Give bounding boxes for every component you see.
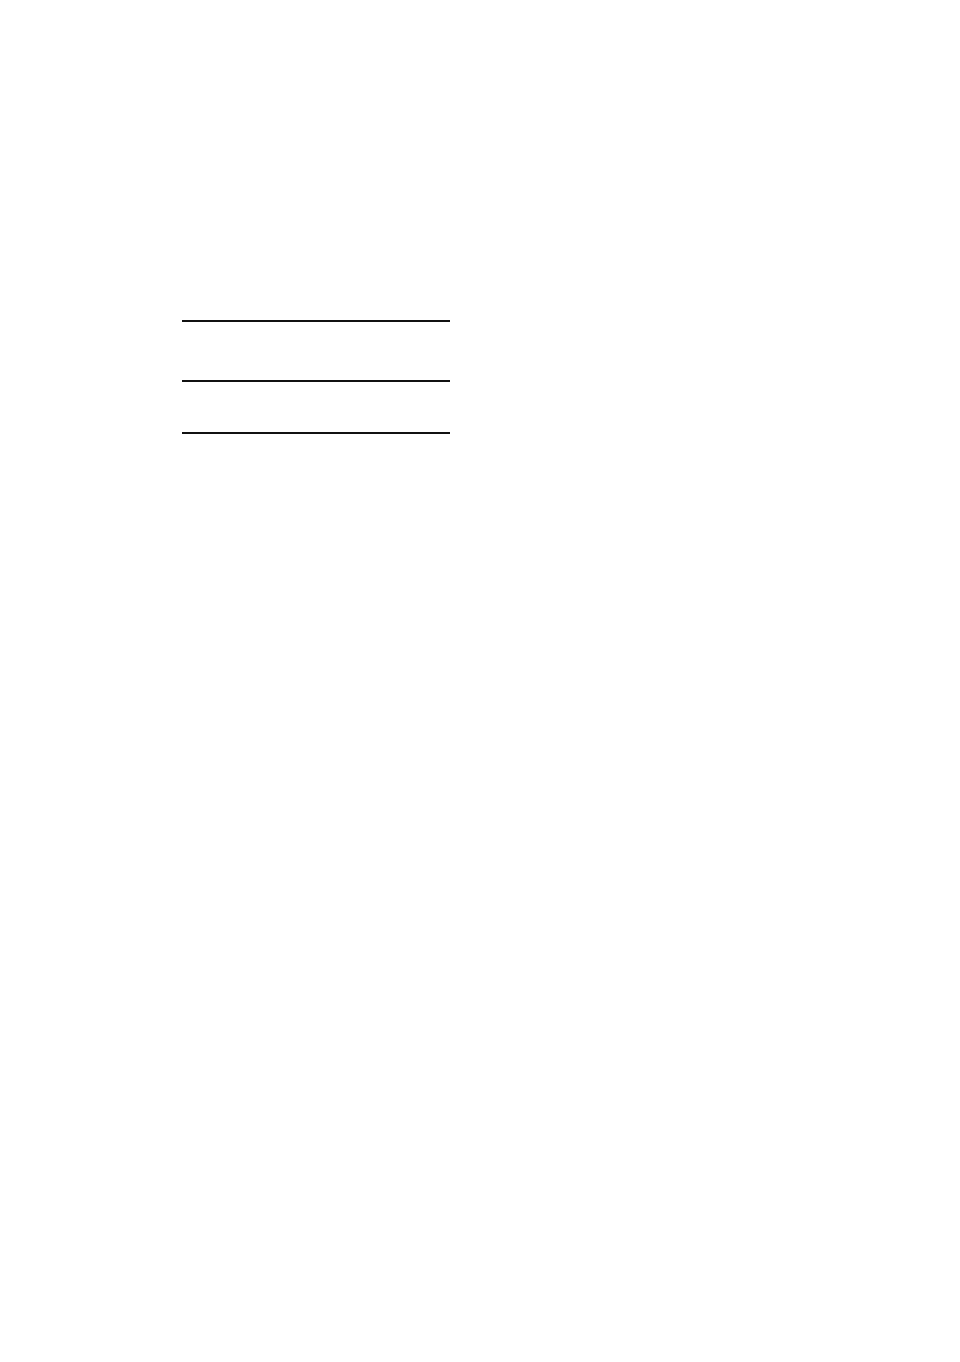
section-divider — [182, 380, 450, 382]
table-of-contents — [182, 292, 450, 442]
chapter-title — [182, 330, 188, 352]
spacer — [182, 390, 450, 404]
section-divider — [182, 432, 450, 434]
section-divider — [182, 320, 450, 322]
chapter-12-heading[interactable] — [182, 330, 450, 352]
